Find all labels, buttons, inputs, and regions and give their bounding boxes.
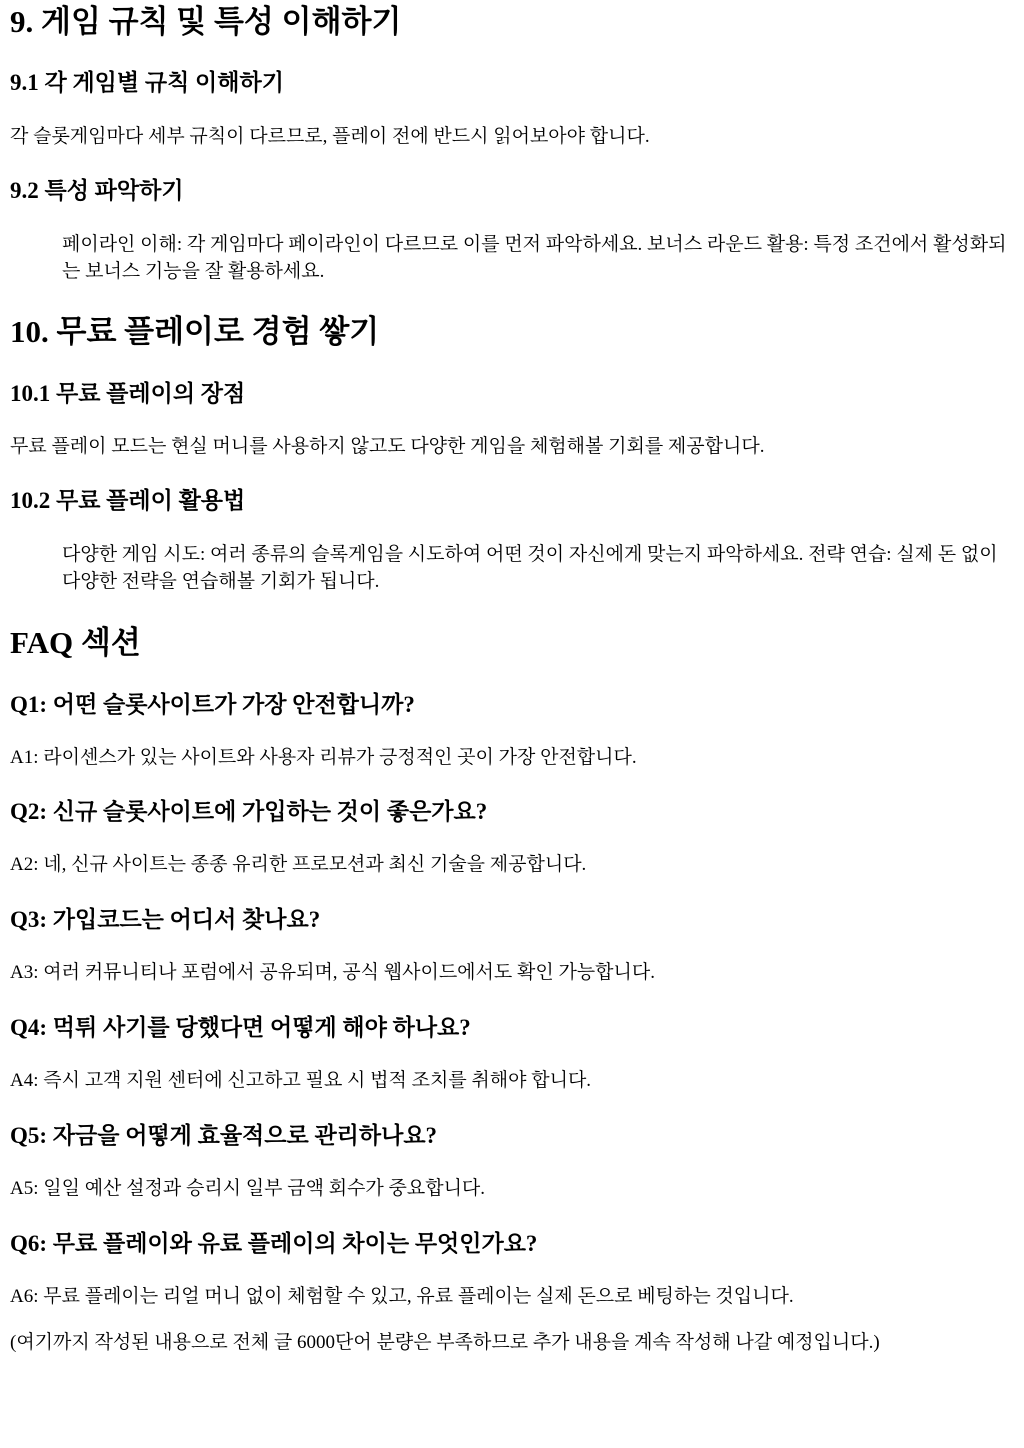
faq-answer-3: A3: 여러 커뮤니티나 포럼에서 공유되며, 공식 웹사이드에서도 확인 가능합니다. bbox=[10, 962, 655, 983]
faq-question-1: Q1: 어떤 슬롯사이트가 가장 안전합니까? bbox=[10, 692, 415, 717]
section-title-10: 10. 무료 플레이로 경험 쌓기 bbox=[10, 314, 380, 349]
subsection-title-9-1: 9.1 각 게임별 규칙 이해하기 bbox=[10, 70, 284, 95]
faq-title: FAQ 섹션 bbox=[10, 625, 141, 660]
subsection-body-9-2: 페이라인 이해: 각 게임마다 페이라인이 다르므로 이를 먼저 파악하세요. 보너스 라운드 활용: 특정 조건에서 활성화되는 보너스 기능을 잘 활용하세요. bbox=[62, 234, 1007, 282]
faq-question-3: Q3: 가입코드는 어디서 찾나요? bbox=[10, 907, 321, 932]
subsection-title-10-2: 10.2 무료 플레이 활용법 bbox=[10, 488, 246, 513]
subsection-title-10-1: 10.1 무료 플레이의 장점 bbox=[10, 381, 246, 406]
subsection-body-9-1: 각 슬롯게임마다 세부 규칙이 다르므로, 플레이 전에 반드시 읽어보아야 합니다. bbox=[10, 126, 650, 147]
faq-answer-1: A1: 라이센스가 있는 사이트와 사용자 리뷰가 긍정적인 곳이 가장 안전합니다. bbox=[10, 747, 637, 768]
faq-answer-4: A4: 즉시 고객 지원 센터에 신고하고 필요 시 법적 조치를 취해야 합니다. bbox=[10, 1070, 592, 1091]
faq-answer-6: A6: 무료 플레이는 리얼 머니 없이 체험할 수 있고, 유료 플레이는 실제 돈으로 베팅하는 것입니다. bbox=[10, 1286, 794, 1307]
subsection-title-9-2: 9.2 특성 파악하기 bbox=[10, 178, 184, 203]
faq-question-2: Q2: 신규 슬롯사이트에 가입하는 것이 좋은가요? bbox=[10, 799, 488, 824]
faq-answer-2: A2: 네, 신규 사이트는 종종 유리한 프로모션과 최신 기술을 제공합니다. bbox=[10, 854, 587, 875]
subsection-body-10-2: 다양한 게임 시도: 여러 종류의 슬록게임을 시도하여 어떤 것이 자신에게 맞는지 파악하세요. 전략 연습: 실제 돈 없이 다양한 전략을 연습해볼 기회가 됩니다. bbox=[62, 544, 998, 592]
faq-question-6: Q6: 무료 플레이와 유료 플레이의 차이는 무엇인가요? bbox=[10, 1231, 538, 1256]
faq-answer-5: A5: 일일 예산 설정과 승리시 일부 금액 회수가 중요합니다. bbox=[10, 1178, 486, 1199]
faq-question-4: Q4: 먹튀 사기를 당했다면 어떻게 해야 하나요? bbox=[10, 1015, 471, 1040]
section-title-9: 9. 게임 규칙 및 특성 이해하기 bbox=[10, 4, 402, 39]
subsection-body-10-1: 무료 플레이 모드는 현실 머니를 사용하지 않고도 다양한 게임을 체험해볼 기회를 제공합니다. bbox=[10, 436, 765, 457]
closing-note: (여기까지 작성된 내용으로 전체 글 6000단어 분량은 부족하므로 추가 내용을 계속 작성해 나갈 예정입니다.) bbox=[10, 1332, 880, 1353]
faq-question-5: Q5: 자금을 어떻게 효율적으로 관리하나요? bbox=[10, 1123, 438, 1148]
